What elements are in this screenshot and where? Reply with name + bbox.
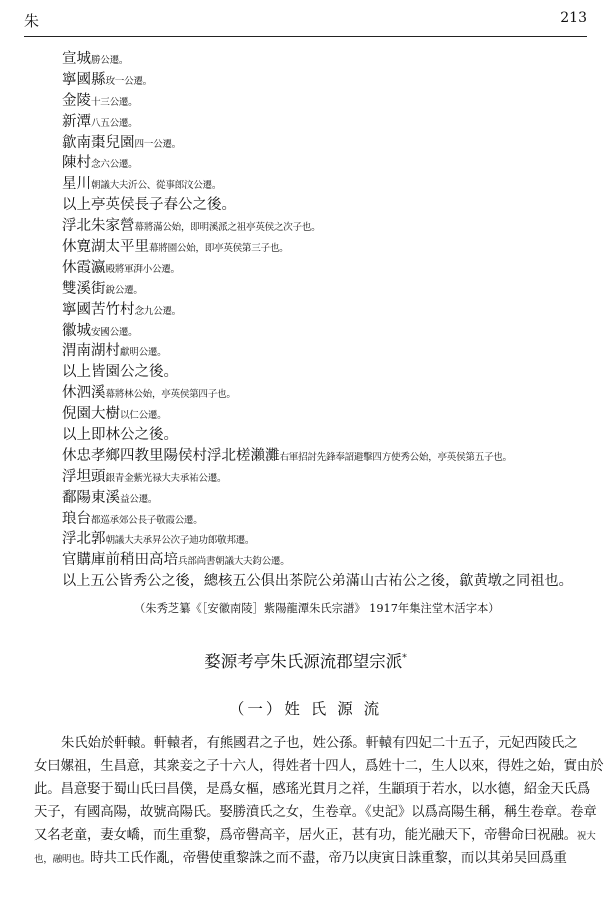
line-text: 朱氏始於軒轅。軒轅者，有熊國君之子也，姓公孫。軒轅有四妃二十五子，元妃西陵氏之 [61,736,578,751]
place-name: 金陵 [62,92,91,109]
place-name: 休寛湖太平里 [62,239,149,256]
annotation-note: 銳公遷。 [105,284,143,296]
source-citation: （朱秀芝纂《［安徽南陵］紫陽龍潭朱氏宗譜》 1917年集注堂木活字本） [134,602,500,615]
list-item [62,508,582,529]
page-number: 213 [560,10,587,26]
annotation-note: 念六公遷。 [91,159,138,171]
annotation-note: 都巡承郊公長子敬霞公遷。 [91,514,203,526]
annotation-note: 八五公遷。 [91,117,138,129]
place-name: 休忠孝鄉四教里陽侯村浮北槎瀨灘 [62,447,280,464]
list-item [62,340,582,361]
list-item [62,194,582,215]
place-name: 寧國縣 [62,71,106,88]
place-name: 以上即林公之後。 [62,427,178,444]
place-name: 徽城 [62,322,91,339]
body-paragraph [34,732,604,870]
annotation-note: 念九公遷。 [134,305,181,317]
annotation-note: 右軍招討先鋒奉詔避擊四方使秀公始，亭英侯第五子也。 [279,451,512,463]
list-item [62,215,582,236]
place-name: 浮北郭 [62,531,106,548]
place-name: 官購庫前稍田高培 [62,552,178,569]
list-item [62,382,582,403]
list-item [62,466,582,487]
list-item [62,528,582,549]
inline-annotation: 祝大 [576,831,596,842]
annotation-note: 朝議大夫沂公、從事郎汶公遷。 [91,180,222,192]
list-item [62,487,582,508]
footnote-mark: * [402,653,407,664]
annotation-note: 十三公遷。 [91,96,138,108]
annotation-note: 益公遷。 [120,493,158,505]
place-name: 休霞瀛 [62,259,106,276]
text-line [34,732,584,755]
place-name: 歙南棗兒園 [62,134,135,151]
annotation-note: 兵部尚書朝議大夫鈞公遷。 [178,556,290,568]
list-item [62,361,582,382]
annotation-note: 朝議大夫承昇公次子迪功郎敬邦遷。 [105,535,255,547]
list-item [62,152,582,173]
place-name: 新潭 [62,113,91,130]
header-rule [24,36,587,37]
list-item [62,445,582,466]
place-name: 琅台 [62,510,91,527]
place-name: 陳村 [62,155,91,172]
annotation-note: 幕將園公始，即亭英侯第三子也。 [149,243,289,255]
list-item [62,549,582,570]
annotation-note: 四一公遷。 [134,138,181,150]
section-title-text: 婺源考亭朱氏源流郡望宗派 [204,652,403,671]
place-name: 宣城 [62,51,91,67]
text-line [34,847,584,870]
annotation-note: 勝公遷。 [91,55,129,66]
place-name: 浮坦頭 [62,468,106,485]
list-item [62,173,582,194]
place-name: 浮北朱家營 [62,218,135,235]
list-item [62,111,582,132]
place-name: 以上皆園公之後。 [62,364,178,381]
list-item [62,48,582,69]
place-name: 渭南湖村 [62,343,120,360]
section-title [0,648,611,672]
place-name: 以上亭英侯長子春公之後。 [62,197,236,214]
list-item [62,257,582,278]
text-line [34,824,596,847]
list-item [62,90,582,111]
list-item [62,320,582,341]
text-line [34,778,591,801]
list-item [62,403,582,424]
annotation-note: 殿將軍湃小公遷。 [105,263,180,275]
line-text: 天子，有國高陽，故號高陽氏。娶勝濆氏之女，生卷章。《史記》以爲高陽生稱，稱生卷章。卷章 [34,805,597,820]
place-name: 雙溪街 [62,280,106,297]
list-item [62,236,582,257]
list-item [62,132,582,153]
text-line [34,801,597,824]
list-item [62,299,582,320]
list-item [62,570,582,591]
annotation-note: 獻明公遷。 [120,347,167,359]
place-name: 休泗溪 [62,385,106,402]
annotation-note: 以仁公遷。 [120,410,167,422]
place-name: 寧國苦竹村 [62,301,135,318]
inline-annotation: 也，融明也。 [34,854,91,865]
list-item [62,424,582,445]
line-text: 女曰嫘祖，生昌意，其衆妾之子十六人，得姓者十四人，爲姓十二，生人以來，得姓之始，實由於 [34,759,604,774]
annotation-note: 銀青金紫光禄大夫承祐公遷。 [105,472,227,484]
page-header [24,8,587,34]
subsection-title: （一）姓 氏 源 流 [228,700,383,718]
line-text: 此。昌意娶于蜀山氏曰昌僕，是爲女樞，感瑤光貫月之祥，生顓頊于若水，以水德，紹金天氏爲 [34,782,591,797]
annotation-note: 安國公遷。 [91,326,138,338]
running-head: 朱 [24,12,40,30]
text-line [34,755,604,778]
list-item [62,278,582,299]
line-text: 又名老童，妻女嶠，而生重黎，爲帝嚳高辛，居火正，甚有功，能光融天下，帝嚳命曰祝融。 [34,828,577,843]
migration-list [62,48,582,591]
list-item [62,69,582,90]
annotation-note: 玫一公遷。 [105,75,152,87]
line-text: 時共工氏作亂，帝嚳使重黎誅之而不盡，帝乃以庚寅日誅重黎，而以其弟吴回爲重 [90,851,567,866]
place-name: 星川 [62,176,91,193]
annotation-note: 幕將滿公始，即明溪派之祖亭英侯之次子也。 [134,222,321,234]
place-name: 倪園大樹 [62,406,120,423]
annotation-note: 幕將林公始，亭英侯第四子也。 [105,389,236,401]
place-name: 鄱陽東溪 [62,489,120,506]
place-name: 以上五公皆秀公之後，總核五公俱出茶院公弟滿山古祐公之後，歙黄墩之同祖也。 [62,573,573,590]
